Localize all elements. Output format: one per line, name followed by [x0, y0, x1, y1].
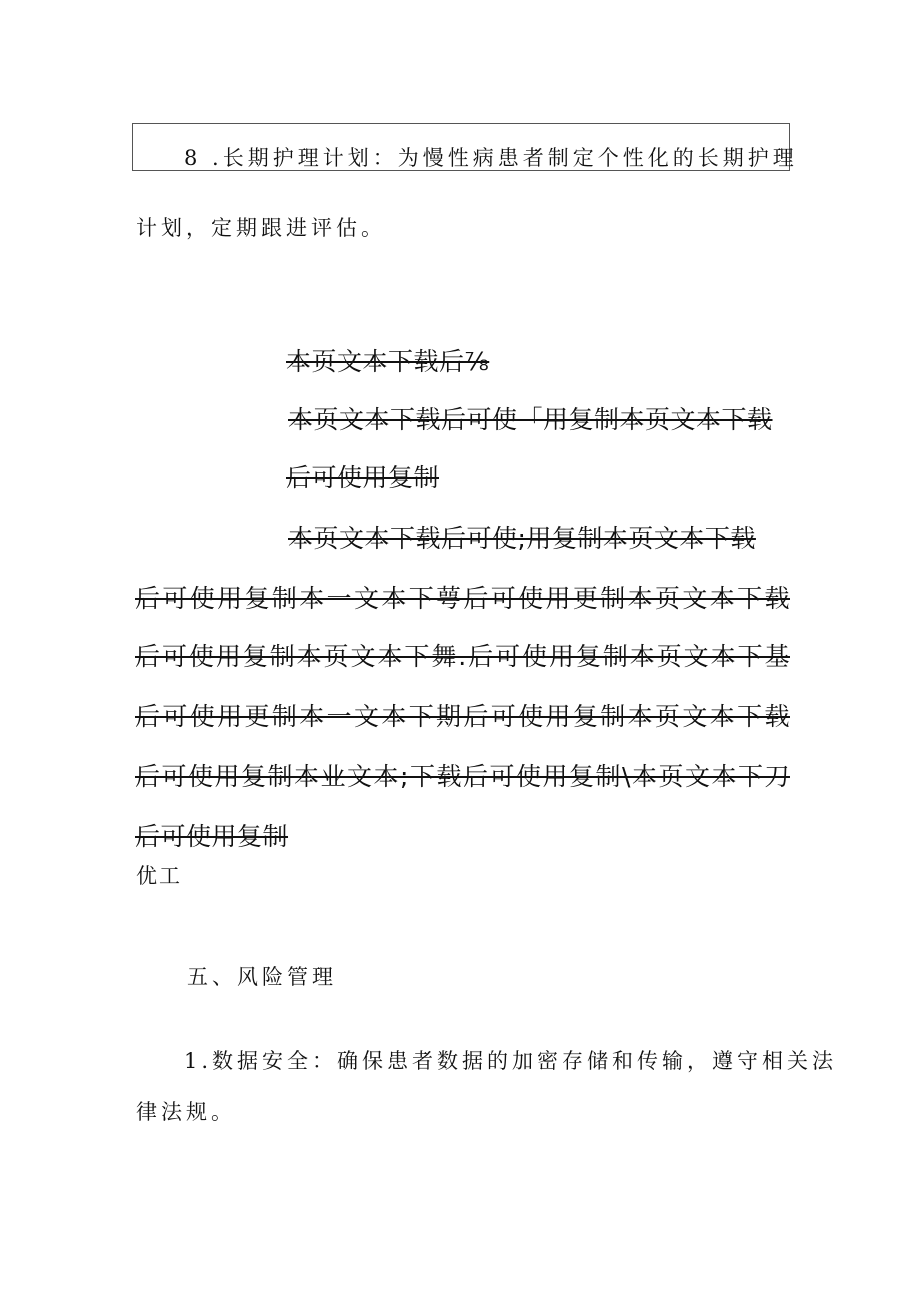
struck-line-8: 后可使用复制本业文本;下载后可使用复制\本页文本下刀 [135, 762, 790, 791]
struck-line-3: 后可使用复制 [286, 463, 440, 492]
struck-line-4: 本页文本下载后可使;用复制本页文本下载 [288, 524, 756, 553]
text-fragment: 优工 [136, 864, 182, 888]
section-5-item-1-line-2: 律法规。 [136, 1100, 236, 1124]
struck-line-6: 后可使用复制本页文本下舞.后可使用复制本页文本下基 [135, 642, 790, 671]
item-8-line-2: 计划，定期跟进评估。 [136, 216, 386, 240]
struck-line-1: 本页文本下载后⅞ [286, 347, 490, 376]
struck-line-7: 后可使用更制本一文本下期后可使用复制本页文本下载 [135, 702, 790, 731]
section-5-item-1-line-1: 1.数据安全：确保患者数据的加密存储和传输，遵守相关法 [184, 1049, 838, 1073]
struck-line-5: 后可使用复制本一文本下萼后可使用更制本页文本下载 [135, 584, 790, 613]
item-8-line-1: 8 .长期护理计划：为慢性病患者制定个性化的长期护理 [184, 146, 798, 170]
struck-line-9: 后可使用复制 [135, 822, 289, 851]
section-5-heading: 五、风险管理 [187, 965, 337, 989]
struck-line-2: 本页文本下载后可使「用复制本页文本下载 [288, 405, 773, 434]
